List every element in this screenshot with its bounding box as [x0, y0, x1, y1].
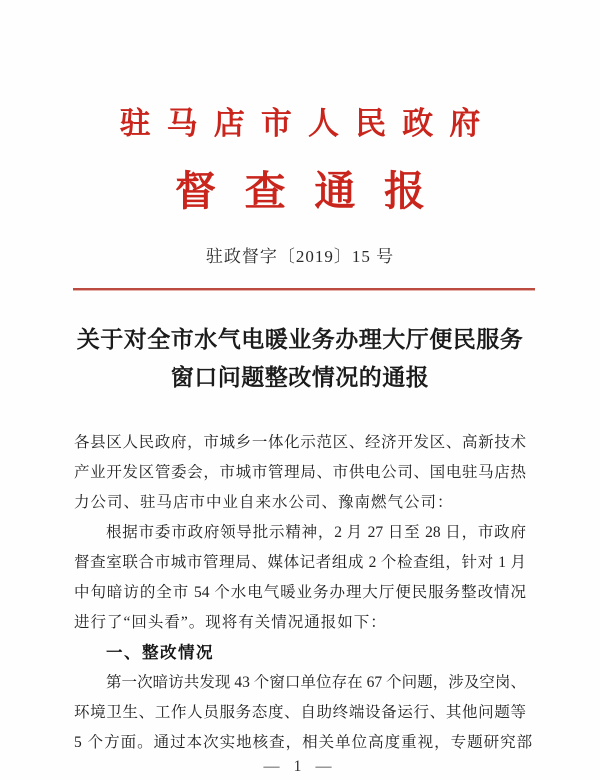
document-title-line2: 窗口问题整改情况的通报 — [170, 364, 430, 390]
body-line-para2-2: 环境卫生、工作人员服务态度、自助终端设备运行、其他问题等 — [74, 704, 526, 721]
body-line-salutation-3: 力公司、驻马店市中业自来水公司、豫南燃气公司： — [74, 494, 454, 511]
doc-type-heading: 督查通报 — [174, 168, 454, 214]
doc-number: 驻政督字〔2019〕15 号 — [205, 247, 395, 266]
body-line-para1-1: 根据市委市政府领导批示精神，2 月 27 日至 28 日，市政府 — [106, 524, 526, 541]
header-divider-rule — [73, 288, 535, 291]
page-number: — 1 — — [263, 758, 337, 775]
document-body — [74, 428, 534, 758]
body-line-salutation-1: 各县区人民政府，市城乡一体化示范区、经济开发区、高新技术 — [74, 434, 526, 451]
body-line-para2-1: 第一次暗访共发现 43 个窗口单位存在 67 个问题，涉及空岗、 — [106, 674, 526, 691]
body-line-para2-3: 5 个方面。通过本次实地核查，相关单位高度重视，专题研究部 — [74, 734, 534, 751]
document-title-line1: 关于对全市水气电暖业务办理大厅便民服务 — [76, 326, 524, 352]
document-title — [40, 320, 560, 396]
org-name-heading: 驻马店市人民政府 — [119, 106, 497, 141]
body-line-para1-4: 进行了“回头看”。现将有关情况通报如下： — [74, 614, 387, 631]
body-line-para1-3: 中旬暗访的全市 54 个水电气暖业务办理大厅便民服务整改情况 — [74, 584, 526, 601]
body-line-salutation-2: 产业开发区管委会，市城市管理局、市供电公司、国电驻马店热 — [74, 464, 526, 481]
section-heading-1: 一、整改情况 — [106, 644, 214, 662]
body-line-para1-2: 督查室联合市城市管理局、媒体记者组成 2 个检查组，针对 1 月 — [74, 554, 526, 571]
